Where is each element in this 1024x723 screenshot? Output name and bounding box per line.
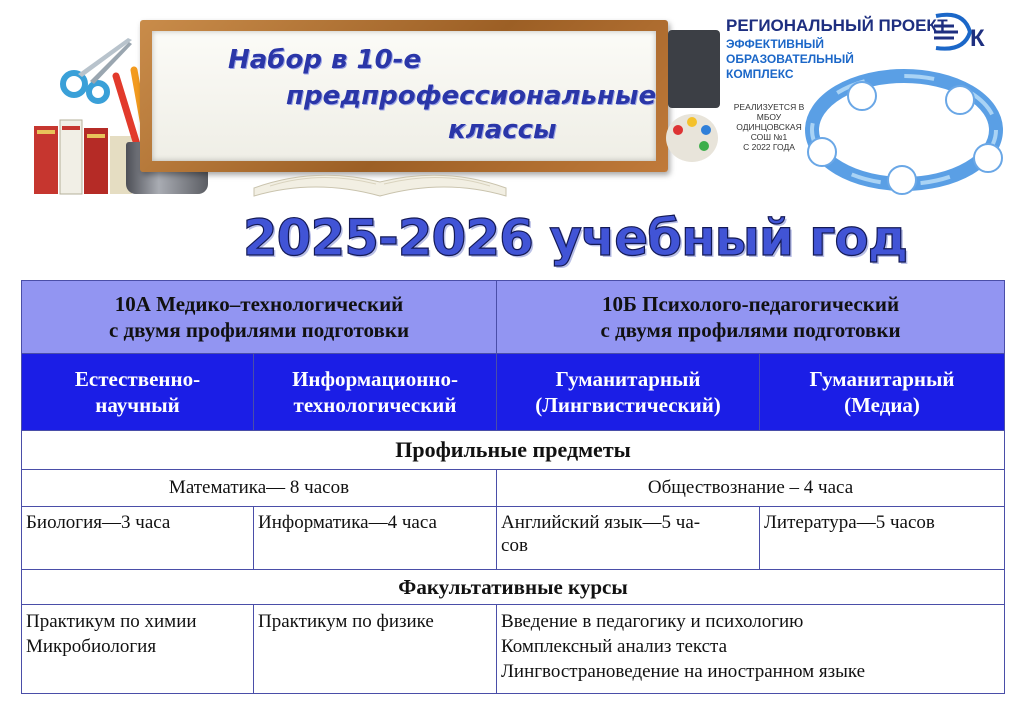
profile-line: технологический <box>293 393 457 417</box>
chalkboard <box>152 31 656 161</box>
elective-line: Комплексный анализ текста <box>501 636 728 657</box>
profile-line: Гуманитарный <box>555 367 701 391</box>
elective-line: Практикум по химии <box>26 611 197 632</box>
class-header-line: с двумя профилями подготовки <box>600 318 901 342</box>
project-cycle-diagram <box>792 66 1022 196</box>
board-line-2: предпрофессиональные <box>286 81 657 111</box>
class-10b-header <box>497 281 1005 354</box>
school-year-title: 2025-2026 учебный год <box>242 209 908 267</box>
profile-line: (Лингвистический) <box>535 393 721 417</box>
logo-note-line: СОШ №1 <box>750 132 788 142</box>
subject-line: Информатика—4 часа <box>258 512 437 533</box>
profile-humanities-linguistic <box>497 354 760 431</box>
elective-line: Введение в педагогику и психологию <box>501 611 804 632</box>
logo-note-line: С 2022 ГОДА <box>743 142 795 152</box>
header-illustration <box>0 0 1024 205</box>
elective-cell <box>254 605 497 694</box>
profile-header-row <box>22 354 1005 431</box>
subject-line: Английский язык—5 ча- <box>501 512 701 533</box>
logo-subtitle-line: ЭФФЕКТИВНЫЙ <box>726 37 824 51</box>
curriculum-table <box>21 280 1005 694</box>
logo-note-line: МБОУ ОДИНЦОВСКАЯ <box>736 112 802 132</box>
subject-line: Литература—5 часов <box>764 512 935 533</box>
shared-subject-10a: Математика— 8 часов <box>22 470 497 507</box>
elective-cell <box>22 605 254 694</box>
elective-line: Микробиология <box>26 636 157 657</box>
class-10a-header <box>22 281 497 354</box>
profile-line: Гуманитарный <box>809 367 955 391</box>
logo-subtitle-line: ОБРАЗОВАТЕЛЬНЫЙ <box>726 52 854 66</box>
ek-logo-icon <box>934 12 1000 52</box>
profile-it <box>254 354 497 431</box>
logo-note-line: РЕАЛИЗУЕТСЯ В <box>733 102 805 112</box>
logo-title: РЕГИОНАЛЬНЫЙ ПРОЕКТ <box>726 16 948 35</box>
open-book-icon <box>250 148 510 200</box>
class-header-line: 10А Медико–технологический <box>114 292 404 316</box>
svg-text:К: К <box>970 25 985 52</box>
elective-cell <box>497 605 1005 694</box>
elective-line: Лингвострановедение на иностранном языке <box>501 661 866 682</box>
subject-cell <box>22 507 254 570</box>
paint-palette-icon <box>664 108 720 166</box>
class-header-line: с двумя профилями подготовки <box>108 318 410 342</box>
calculator-icon <box>668 30 720 108</box>
shared-subjects-row <box>22 470 1005 507</box>
subject-cell <box>760 507 1005 570</box>
profile-natural-science <box>22 354 254 431</box>
logo-subtitle-line: КОМПЛЕКС <box>726 67 794 81</box>
elective-line: Практикум по физике <box>258 611 434 632</box>
profile-line: Естественно- <box>74 367 201 391</box>
profile-line: Информационно- <box>292 367 458 391</box>
subject-line: сов <box>501 535 528 556</box>
subject-cell <box>254 507 497 570</box>
subject-line: Биология—3 часа <box>26 512 171 533</box>
profile-humanities-media <box>760 354 1005 431</box>
section-row <box>22 431 1005 470</box>
profile-subjects-heading: Профильные предметы <box>22 431 1005 470</box>
class-header-row <box>22 281 1005 354</box>
profile-line: (Медиа) <box>844 393 920 417</box>
electives-heading: Факультативные курсы <box>22 570 1005 605</box>
board-line-3: классы <box>448 115 557 145</box>
shared-subject-10b: Обществознание – 4 часа <box>497 470 1005 507</box>
board-line-1: Набор в 10-е <box>228 45 422 75</box>
section-row <box>22 570 1005 605</box>
subject-cell <box>497 507 760 570</box>
profile-line: научный <box>95 393 180 417</box>
profile-subjects-row <box>22 507 1005 570</box>
class-header-line: 10Б Психолого-педагогический <box>601 292 900 316</box>
electives-row <box>22 605 1005 694</box>
